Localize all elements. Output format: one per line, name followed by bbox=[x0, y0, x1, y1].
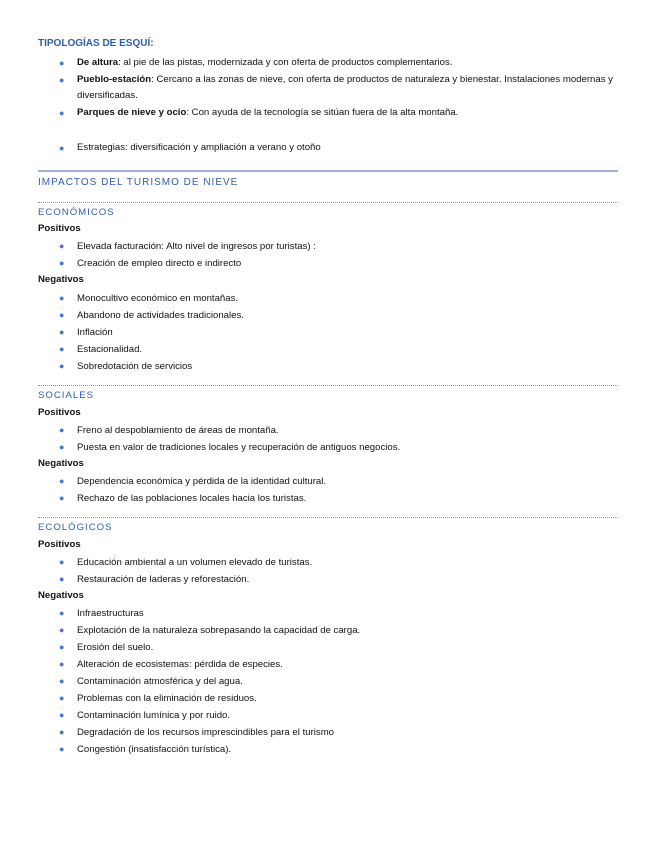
item-text: Sobredotación de servicios bbox=[77, 361, 193, 372]
list-item bbox=[38, 571, 618, 588]
bullet-icon: ● bbox=[59, 58, 65, 68]
negativos-label: Negativos bbox=[38, 458, 84, 469]
bullet-icon: ● bbox=[59, 557, 65, 567]
item-term: Pueblo-estación bbox=[77, 73, 152, 85]
item-text: Congestión (insatisfacción turística). bbox=[77, 744, 232, 755]
list-item bbox=[38, 741, 618, 758]
bullet-icon: ● bbox=[59, 344, 65, 354]
item-text: Problemas con la eliminación de residuos. bbox=[77, 693, 257, 704]
list-item bbox=[38, 490, 618, 507]
item-text: Erosión del suelo. bbox=[77, 642, 154, 653]
list-item bbox=[38, 422, 618, 439]
bullet-icon: ● bbox=[59, 744, 65, 754]
estrategias-list bbox=[38, 140, 618, 157]
impactos-heading: IMPACTOS DEL TURISMO DE NIEVE bbox=[38, 177, 239, 188]
negativos-label: Negativos bbox=[38, 274, 84, 285]
economicos-heading: ECONÓMICOS bbox=[38, 207, 115, 218]
bullet-icon: ● bbox=[59, 143, 65, 153]
list-item bbox=[38, 140, 618, 157]
item-text: Monocultivo económico en montañas. bbox=[77, 293, 239, 304]
section-rule bbox=[38, 202, 618, 203]
list-item bbox=[38, 656, 618, 673]
bullet-icon: ● bbox=[59, 74, 65, 85]
item-text: Creación de empleo directo e indirecto bbox=[77, 258, 242, 269]
list-item bbox=[38, 324, 618, 341]
item-text: Contaminación lumínica y por ruido. bbox=[77, 710, 231, 721]
item-text: Educación ambiental a un volumen elevado de turistas. bbox=[77, 557, 313, 568]
list-item bbox=[38, 307, 618, 324]
list-item bbox=[38, 473, 618, 490]
item-text: Degradación de los recursos imprescindibles para el turismo bbox=[77, 727, 335, 738]
sociales-heading: SOCIALES bbox=[38, 390, 94, 401]
tipologias-list bbox=[38, 55, 618, 121]
ecologicos-negativos-list bbox=[38, 605, 618, 758]
list-item bbox=[38, 290, 618, 307]
tipologias-title: TIPOLOGÍAS DE ESQUÍ: bbox=[38, 38, 154, 49]
section-rule bbox=[38, 517, 618, 518]
bullet-icon: ● bbox=[59, 327, 65, 337]
bullet-icon: ● bbox=[59, 493, 65, 503]
bullet-icon: ● bbox=[59, 574, 65, 584]
item-text: Alteración de ecosistemas: pérdida de especies. bbox=[77, 659, 283, 670]
item-text: Infraestructuras bbox=[77, 608, 144, 619]
list-item bbox=[38, 724, 618, 741]
list-item bbox=[38, 554, 618, 571]
bullet-icon: ● bbox=[59, 310, 65, 320]
bullet-icon: ● bbox=[59, 642, 65, 652]
bullet-icon: ● bbox=[59, 107, 65, 118]
ecologicos-positivos-list bbox=[38, 554, 618, 588]
item-text: Puesta en valor de tradiciones locales y recuperación de antiguos negocios. bbox=[77, 442, 401, 453]
bullet-icon: ● bbox=[59, 625, 65, 635]
bullet-icon: ● bbox=[59, 258, 65, 268]
list-item bbox=[38, 358, 618, 375]
list-item bbox=[38, 238, 618, 255]
bullet-icon: ● bbox=[59, 710, 65, 720]
estrategias-text: Estrategias: diversificación y ampliación a verano y otoño bbox=[77, 142, 321, 153]
list-item bbox=[38, 639, 618, 656]
list-item bbox=[38, 341, 618, 358]
list-item bbox=[38, 255, 618, 272]
item-term: Parques de nieve y ocio bbox=[77, 106, 187, 118]
item-text: Abandono de actividades tradicionales. bbox=[77, 310, 244, 321]
bullet-icon: ● bbox=[59, 361, 65, 371]
bullet-icon: ● bbox=[59, 293, 65, 303]
positivos-label: Positivos bbox=[38, 223, 81, 234]
negativos-label: Negativos bbox=[38, 590, 84, 601]
bullet-icon: ● bbox=[59, 425, 65, 435]
item-text: Rechazo de las poblaciones locales hacia los turistas. bbox=[77, 493, 307, 504]
section-rule bbox=[38, 170, 618, 172]
bullet-icon: ● bbox=[59, 608, 65, 618]
list-item bbox=[38, 72, 618, 105]
bullet-icon: ● bbox=[59, 442, 65, 452]
list-item bbox=[38, 690, 618, 707]
list-item bbox=[38, 622, 618, 639]
item-text: Explotación de la naturaleza sobrepasando la capacidad de carga. bbox=[77, 625, 361, 636]
positivos-label: Positivos bbox=[38, 539, 81, 550]
sociales-negativos-list bbox=[38, 473, 618, 507]
economicos-positivos-list bbox=[38, 238, 618, 272]
list-item bbox=[38, 55, 618, 72]
list-item bbox=[38, 605, 618, 622]
bullet-icon: ● bbox=[59, 727, 65, 737]
sociales-positivos-list bbox=[38, 422, 618, 456]
item-text: Dependencia económica y pérdida de la identidad cultural. bbox=[77, 476, 327, 487]
list-item bbox=[38, 105, 618, 122]
bullet-icon: ● bbox=[59, 693, 65, 703]
item-term: De altura bbox=[77, 57, 119, 68]
item-text: Estacionalidad. bbox=[77, 344, 143, 355]
item-text: : Cercano a las zonas de nieve, con oferta de productos de naturaleza y bienestar. Instalaciones modernas y diversificadas. bbox=[77, 73, 613, 101]
positivos-label: Positivos bbox=[38, 407, 81, 418]
item-text: Contaminación atmosférica y del agua. bbox=[77, 676, 243, 687]
list-item bbox=[38, 707, 618, 724]
item-text: Inflación bbox=[77, 327, 113, 338]
bullet-icon: ● bbox=[59, 659, 65, 669]
list-item bbox=[38, 439, 618, 456]
list-item bbox=[38, 673, 618, 690]
item-text: Elevada facturación: Alto nivel de ingresos por turistas) : bbox=[77, 241, 316, 252]
item-text: : Con ayuda de la tecnología se sitúan fuera de la alta montaña. bbox=[186, 106, 459, 118]
bullet-icon: ● bbox=[59, 476, 65, 486]
item-text: Freno al despoblamiento de áreas de montaña. bbox=[77, 425, 279, 436]
ecologicos-heading: ECOLÓGICOS bbox=[38, 522, 113, 533]
economicos-negativos-list bbox=[38, 290, 618, 375]
section-rule bbox=[38, 385, 618, 386]
item-text: : al pie de las pistas, modernizada y con oferta de productos complementarios. bbox=[118, 57, 453, 68]
bullet-icon: ● bbox=[59, 241, 65, 251]
item-text: Restauración de laderas y reforestación. bbox=[77, 574, 250, 585]
bullet-icon: ● bbox=[59, 676, 65, 686]
